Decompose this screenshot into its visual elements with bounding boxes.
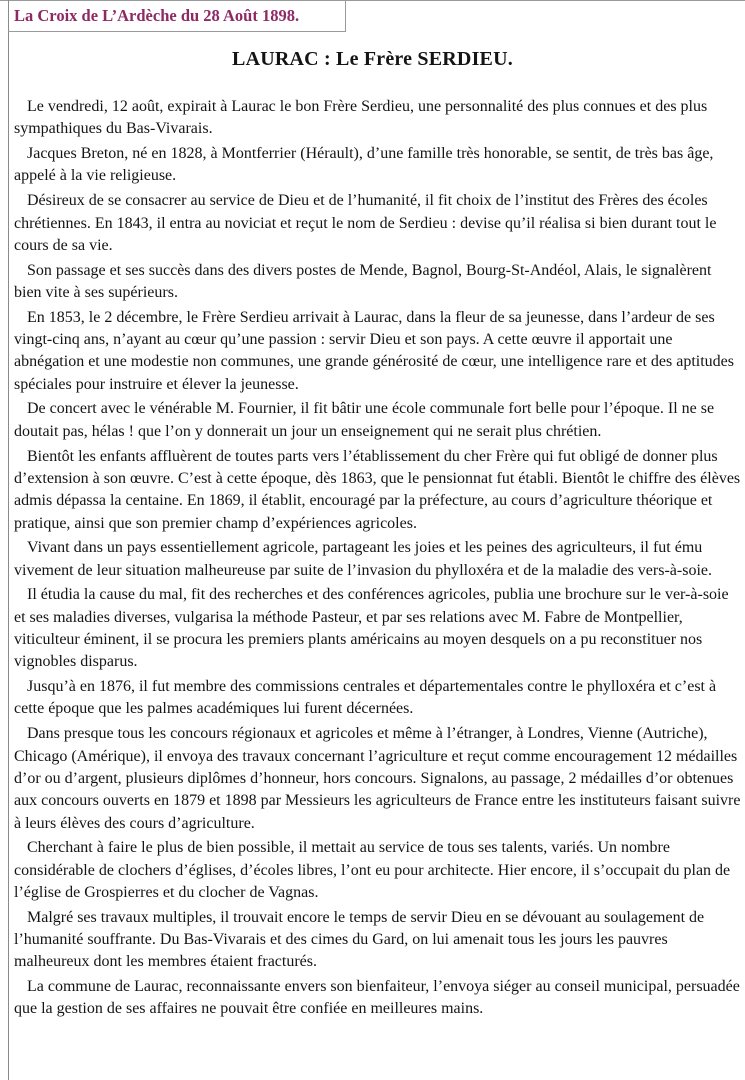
paragraph: Bientôt les enfants affluèrent de toutes parts vers l’établissement du cher Frère qui fut obligé de donner plus d’extension à son œuvre. C’est à cette époque, dès 1863, que le pensionnat fut établi. Bientôt le chiffre des élèves admis dépassa la centaine. En 1869, il établit, encouragé par la préfecture, au cours d’agriculture théorique et pratique, ainsi que son premier champ d’expériences agricoles. (14, 447, 741, 532)
paragraph: Jacques Breton, né en 1828, à Montferrier (Hérault), d’une famille très honorable, se sentit, de très bas âge, appelé à la vie religieuse. (14, 145, 714, 185)
newspaper-masthead: La Croix de L’Ardèche du 28 Août 1898. (14, 6, 300, 25)
paragraph: Dans presque tous les concours régionaux et agricoles et même à l’étranger, à Londres, Vienne (Autriche), Chicago (Amérique), il envoya des travaux concernant l’agriculture et reçut comme encouragement 12 médailles d’or ou d’argent, plusieurs diplômes d’honneur, hors concours. Signalons, au passage, 2 médailles d’or obtenues aux concours ouverts en 1879 et 1898 par Messieurs les agriculteurs de France entre les instituteurs faisant suivre à leurs élèves des cours d’agriculture. (14, 725, 741, 832)
paragraph: Vivant dans un pays essentiellement agricole, partageant les joies et les peines des agriculteurs, il fut ému vivement de leur situation malheureuse par suite de l’invasion du phylloxéra et de la maladie des vers-à-soie. (14, 539, 712, 579)
paragraph: De concert avec le vénérable M. Fournier, il fit bâtir une école communale fort belle pour l’époque. Il ne se doutait pas, hélas ! que l’on y donnerait un jour un enseignement qui ne serait plus chrétien. (14, 400, 715, 440)
page-left-border (8, 0, 9, 1080)
paragraph: En 1853, le 2 décembre, le Frère Serdieu arrivait à Laurac, dans la fleur de sa jeunesse, dans l’ardeur de ses vingt-cinq ans, n’ayant au cœur qu’une passion : servir Dieu et son pays. A cette œuvre il apportait une abnégation et une modestie non communes, une grande générosité de cœur, une intelligence rare et des aptitudes spéciales pour instruire et élever la jeunesse. (14, 308, 734, 393)
article-body (14, 96, 742, 1023)
paragraph: La commune de Laurac, reconnaissante envers son bienfaiteur, l’envoya siéger au conseil municipal, persuadée que la gestion de ses affaires ne pouvait être confiée en meilleures mains. (14, 978, 740, 1018)
article-headline: LAURAC : Le Frère SERDIEU. (232, 48, 513, 70)
paragraph: Désireux de se consacrer au service de Dieu et de l’humanité, il fit choix de l’institut des Frères des écoles chrétiennes. En 1843, il entra au noviciat et reçut le nom de Serdieu : devise qu’il réalisa si bien durant tout le cours de sa vie. (14, 192, 717, 254)
masthead-divider (345, 0, 346, 32)
paragraph: Le vendredi, 12 août, expirait à Laurac le bon Frère Serdieu, une personnalité des plus connues et des plus sympathiques du Bas-Vivarais. (14, 98, 708, 138)
paragraph: Cherchant à faire le plus de bien possible, il mettait au service de tous ses talents, variés. Un nombre considérable de clochers d’églises, d’écoles libres, l’ont eu pour architecte. Hier encore, il s’occupait du plan de l’église de Grospierres et du clocher de Vagnas. (14, 839, 731, 901)
page-top-border (0, 0, 745, 1)
paragraph: Son passage et ses succès dans des divers postes de Mende, Bagnol, Bourg-St-Andéol, Alais, le signalèrent bien vite à ses supérieurs. (14, 261, 712, 301)
paragraph: Il étudia la cause du mal, fit des recherches et des conférences agricoles, publia une brochure sur le ver-à-soie et ses maladies diverses, vulgarisa la méthode Pasteur, et par ses relations avec M. Fabre de Montpellier, viticulteur éminent, il se procura les premiers plants américains au moyen desquels on a pu reconstituer nos vignobles disparus. (14, 586, 729, 671)
masthead-underline (8, 31, 346, 32)
paragraph: Jusqu’à en 1876, il fut membre des commissions centrales et départementales contre le phylloxéra et c’est à cette époque que les palmes académiques lui furent décernées. (14, 678, 717, 718)
paragraph: Malgré ses travaux multiples, il trouvait encore le temps de servir Dieu en se dévouant au soulagement de l’humanité souffrante. Du Bas-Vivarais et des cimes du Gard, on lui amenait tous les jours les pauvres malheureux dont les membres étaient fracturés. (14, 908, 705, 971)
